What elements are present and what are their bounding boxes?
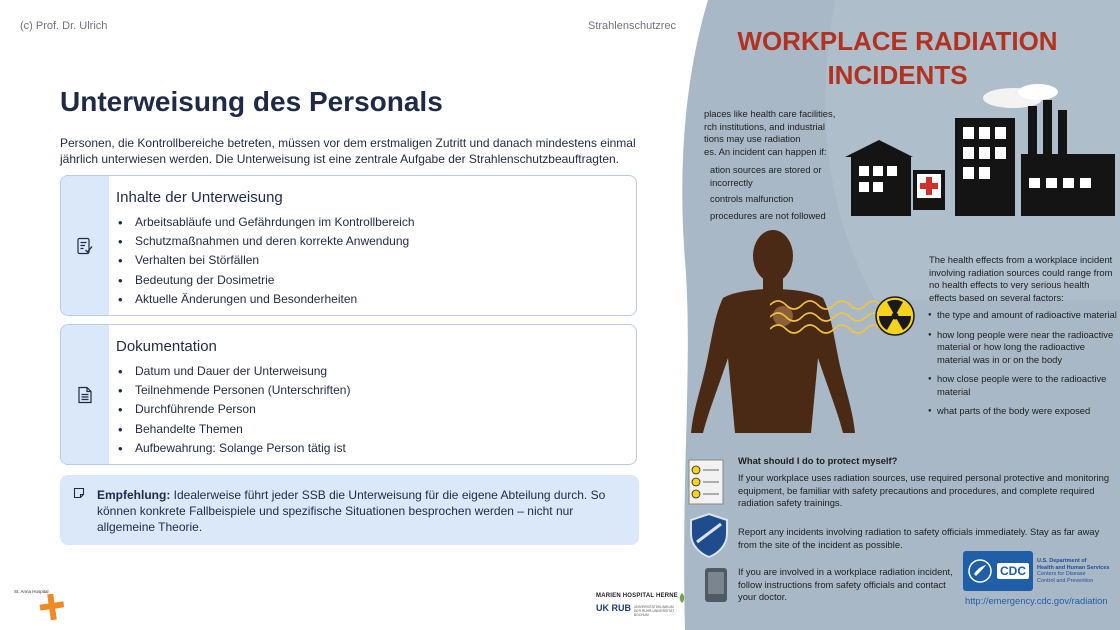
- infographic-title-line1: WORKPLACE RADIATION: [737, 26, 1058, 56]
- list-item: • Bedeutung der Dosimetrie: [116, 271, 415, 290]
- cdc-dept-line: Control and Prevention: [1037, 577, 1094, 584]
- shield-icon: [689, 512, 729, 558]
- cdc-department: [1037, 558, 1117, 584]
- cdc-dept-line: Centers for Disease: [1037, 571, 1086, 577]
- intro-line: es. An incident can happen if:: [704, 145, 827, 157]
- ukrub-label: UK RUB: [596, 603, 631, 613]
- recommendation-text: [97, 487, 617, 535]
- marien-hospital-name: MARIEN HOSPITAL HERNE: [596, 593, 678, 599]
- card-documentation-sidebar: [61, 325, 109, 464]
- effects-list-item: ● the type and amount of radioactive material: [928, 309, 1120, 322]
- recommendation-callout: [60, 475, 639, 545]
- safety-document-icon: [687, 458, 727, 506]
- cause-line: incorrectly: [710, 176, 753, 188]
- list-item: • Datum und Dauer der Unterweisung: [116, 362, 350, 381]
- recommendation-label: Empfehlung:: [97, 488, 171, 502]
- card-contents: [60, 175, 637, 316]
- effects-list-item: ● how close people were to the radioactive material: [928, 373, 1120, 398]
- recommendation-body: Idealerweise führt jeder SSB die Unterweisung für die eigene Abteilung durch. So können konkrete Fallbeispiele und spezifische Situationen besprochen werden – nicht nur allgemeine Theorie.: [97, 488, 606, 534]
- list-item: • Schutzmaßnahmen und deren korrekte Anwendung: [116, 232, 415, 251]
- intro-line: places like health care facilities,: [704, 108, 836, 119]
- effects-list-item: ● what parts of the body were exposed: [928, 405, 1120, 418]
- cross-icon: [38, 594, 66, 620]
- cdc-logo: [963, 551, 1033, 591]
- cdc-dept-line: U.S. Department of: [1037, 558, 1087, 564]
- intro-line: tions may use radiation: [704, 133, 801, 144]
- cause-line: ation sources are stored or: [710, 164, 822, 175]
- list-item: • Teilnehmende Personen (Unterschriften): [116, 381, 350, 400]
- protect-answer-2: Report any incidents involving radiation to safety officials immediately. Stay as far away from the site of the incident as possible.: [738, 526, 1100, 550]
- list-item: • Verhalten bei Störfällen: [116, 251, 415, 270]
- effects-list: [928, 309, 1120, 425]
- list-item: • Behandelte Themen: [116, 420, 350, 439]
- note-icon: [73, 487, 85, 499]
- phone-icon: [703, 566, 729, 604]
- infographic-title-line2: INCIDENTS: [827, 60, 968, 90]
- cdc-dept-line: Health and Human Services: [1037, 564, 1110, 571]
- infographic-causes: [710, 164, 850, 222]
- page-title: Unterweisung des Personals: [60, 86, 443, 117]
- protect-question: What should I do to protect myself?: [738, 455, 898, 466]
- card-contents-sidebar: [61, 176, 109, 315]
- card-contents-title: Inhalte der Unterweisung: [116, 189, 283, 206]
- card-contents-list: [116, 213, 415, 309]
- card-documentation: [60, 324, 637, 465]
- intro-text: Personen, die Kontrollbereiche betreten, müssen vor dem erstmaligen Zutritt und danach mindestens einmal jährlich unterwiesen werden. Die Unterweisung ist eine zentrale Aufgabe der Strahlenschutzbeauftragten.: [60, 136, 636, 166]
- card-documentation-title: Dokumentation: [116, 338, 217, 355]
- st-anna-logo: [14, 589, 74, 621]
- effects-list-item: ● how long people were near the radioactive material or how long the radioactive material was in or on the body: [928, 329, 1120, 367]
- cdc-logo-text: CDC: [997, 563, 1029, 579]
- cause-line: controls malfunction: [710, 193, 794, 204]
- list-item: • Aufbewahrung: Solange Person tätig ist: [116, 439, 350, 458]
- protect-answer-1: If your workplace uses radiation sources, use required personal protective and monitoring equipment, be familiar with safety precautions and procedures, and complete required radiation safety trainings.: [738, 472, 1110, 508]
- effects-intro: The health effects from a workplace incident involving radiation sources could range from no health effects to very serious health effects based on several factors:: [929, 254, 1113, 303]
- cdc-infographic: [675, 0, 1120, 630]
- list-item: • Arbeitsabläufe und Gefährdungen im Kontrollbereich: [116, 213, 415, 232]
- protect-answer-3: If you are involved in a workplace radiation incident, follow instructions from safety officials and contact your doctor.: [738, 566, 953, 602]
- cdc-radiation-link[interactable]: http://emergency.cdc.gov/radiation: [965, 595, 1108, 606]
- author-label: (c) Prof. Dr. Ulrich: [20, 20, 108, 32]
- infographic-intro: [704, 108, 854, 158]
- radiation-symbol-icon: [875, 296, 915, 336]
- marien-hospital-logo: [596, 593, 686, 617]
- intro-line: rch institutions, and industrial: [704, 120, 825, 132]
- list-item: • Durchführende Person: [116, 400, 350, 419]
- card-documentation-list: [116, 362, 350, 458]
- buildings-illustration: [843, 82, 1118, 217]
- checklist-icon: [75, 236, 95, 256]
- document-icon: [75, 385, 95, 405]
- hhs-eagle-icon: [967, 558, 993, 584]
- course-label: Strahlenschutzrec: [588, 20, 677, 32]
- ukrub-subtitle: UNIVERSITÄTSKLINIKUM DER RUHR-UNIVERSITÄT BOCHUM: [634, 605, 675, 617]
- st-anna-logo-label: St. Anna Hospital: [14, 589, 49, 594]
- list-item: • Aktuelle Änderungen und Besonderheiten: [116, 290, 415, 309]
- radiation-waves-illustration: [770, 297, 880, 337]
- cause-line: procedures are not followed: [710, 209, 826, 221]
